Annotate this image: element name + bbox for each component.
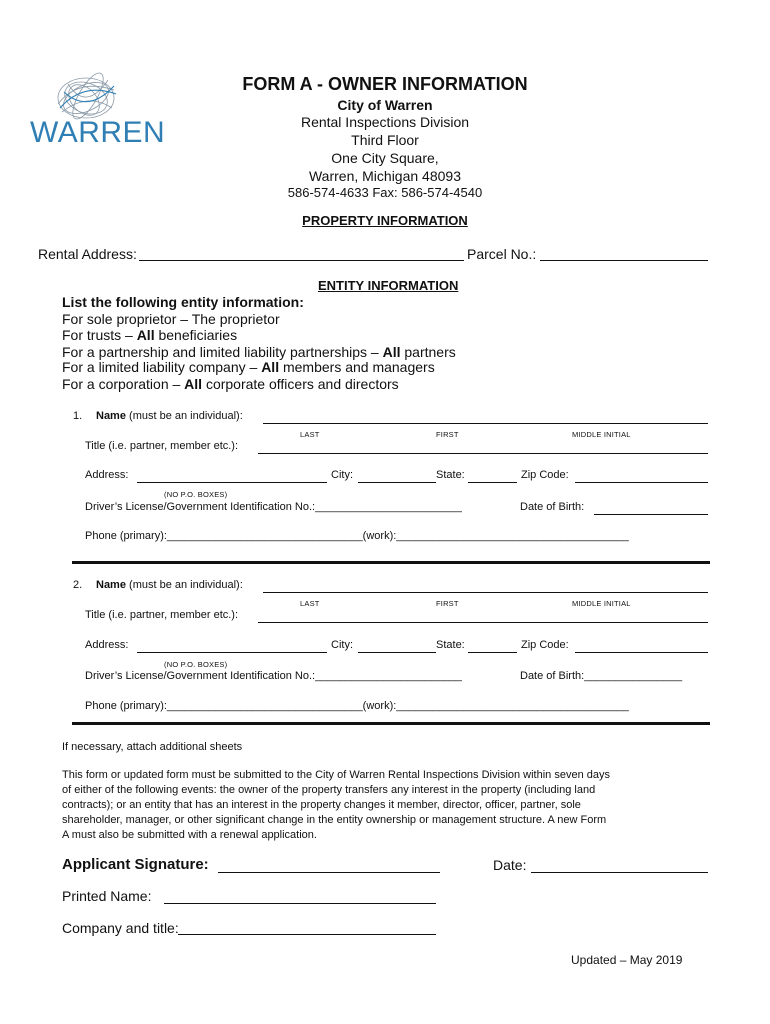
phone-fax-line: 586-574-4633 Fax: 586-574-4540 <box>287 185 483 200</box>
printed-name-label: Printed Name: <box>62 888 152 904</box>
owner-1-name-label <box>96 410 243 422</box>
form-title: FORM A - OWNER INFORMATION <box>242 74 528 94</box>
owner-2-zip-field[interactable] <box>575 652 708 653</box>
owner-2-state-label: State: <box>436 639 465 651</box>
applicant-signature-label: Applicant Signature: <box>62 856 209 873</box>
rental-address-field[interactable] <box>139 260 464 261</box>
entity-llc-b: All <box>261 359 280 375</box>
owner-2-address-field[interactable] <box>137 652 327 653</box>
owner-2-number: 2. <box>73 579 83 591</box>
owner-1-state-field[interactable] <box>468 482 517 483</box>
owner-2-city-label: City: <box>331 639 353 651</box>
owner-1-zip-label: Zip Code: <box>521 469 569 481</box>
logo-text: WARREN <box>30 116 166 149</box>
owner-2-name-label <box>96 579 243 591</box>
owner-1-address-field[interactable] <box>137 482 327 483</box>
entity-corp-b: All <box>184 376 203 392</box>
company-title-field[interactable] <box>178 934 436 935</box>
floor-line: Third Floor <box>351 132 419 148</box>
address-line-1: One City Square, <box>331 150 439 166</box>
notice-line-1: This form or updated form must be submitted to the City of Warren Rental Inspections Division within seven days <box>62 769 610 781</box>
owner-2-zip-label: Zip Code: <box>521 639 569 651</box>
section-divider-2 <box>72 722 710 725</box>
entity-trusts-a: For trusts – <box>62 327 137 343</box>
owner-2-dob-label: Date of Birth:________________ <box>520 670 683 682</box>
entity-llc <box>62 359 435 375</box>
owner-1-middle-caption: MIDDLE INITIAL <box>572 430 631 439</box>
parcel-field[interactable] <box>540 260 708 261</box>
owner-2-name-word: Name <box>96 579 126 591</box>
owner-1-first-caption: FIRST <box>436 430 459 439</box>
division-name: Rental Inspections Division <box>300 114 470 130</box>
entity-trusts <box>62 327 237 343</box>
notice-line-2: of either of the following events: the owner of the property transfers any interest in the property (including land <box>62 784 596 796</box>
entity-sole: For sole proprietor – The proprietor <box>62 311 280 327</box>
owner-1-zip-field[interactable] <box>575 482 708 483</box>
owner-2-phone-label: Phone (primary):________________________________(work):______________________________________ <box>85 700 629 712</box>
owner-1-dob-field[interactable] <box>594 514 708 515</box>
owner-1-city-label: City: <box>331 469 353 481</box>
owner-1-title-field[interactable] <box>258 453 708 454</box>
entity-list-heading: List the following entity information: <box>62 294 304 310</box>
owner-2-middle-caption: MIDDLE INITIAL <box>572 599 631 608</box>
owner-2-state-field[interactable] <box>468 652 517 653</box>
notice-line-3: contracts); or an entity that has an interest in the property changes it member, director, officer, partner, sole <box>62 799 581 811</box>
owner-1-title-label: Title (i.e. partner, member etc.): <box>85 440 239 452</box>
owner-2-city-field[interactable] <box>358 652 436 653</box>
parcel-label: Parcel No.: <box>467 246 537 262</box>
property-heading: PROPERTY INFORMATION <box>302 213 468 228</box>
updated-note: Updated – May 2019 <box>571 953 683 967</box>
owner-1-license-label: Driver’s License/Government Identification No.:________________________ <box>85 501 462 513</box>
date-label: Date: <box>493 857 527 873</box>
section-divider-1 <box>72 561 710 564</box>
owner-1-number: 1. <box>73 410 83 422</box>
owner-1-last-caption: LAST <box>300 430 320 439</box>
owner-1-name-word: Name <box>96 410 126 422</box>
owner-2-no-po-note: (NO P.O. BOXES) <box>164 660 228 669</box>
owner-1-city-field[interactable] <box>358 482 436 483</box>
entity-trusts-b: All <box>136 327 155 343</box>
owner-1-address-label: Address: <box>85 469 129 481</box>
owner-1-dob-label: Date of Birth: <box>520 501 585 513</box>
entity-partnership-b: All <box>382 344 401 360</box>
owner-2-license-label: Driver’s License/Government Identification No.:________________________ <box>85 670 462 682</box>
owner-2-title-label: Title (i.e. partner, member etc.): <box>85 609 239 621</box>
owner-1-phone-label: Phone (primary):________________________________(work):______________________________________ <box>85 530 629 542</box>
owner-1-name-hint: (must be an individual): <box>125 410 243 422</box>
owner-2-title-field[interactable] <box>258 622 708 623</box>
attach-note: If necessary, attach additional sheets <box>62 741 243 753</box>
entity-partnership <box>62 344 456 360</box>
address-line-2: Warren, Michigan 48093 <box>308 168 461 184</box>
entity-llc-c: members and managers <box>279 359 435 375</box>
entity-heading: ENTITY INFORMATION <box>318 278 459 293</box>
rental-address-label: Rental Address: <box>38 246 137 262</box>
owner-2-first-caption: FIRST <box>436 599 459 608</box>
owner-2-name-hint: (must be an individual): <box>125 579 243 591</box>
date-field[interactable] <box>531 872 708 873</box>
company-title-label: Company and title: <box>62 920 179 936</box>
notice-line-4: shareholder, manager, or other significant change in the entity ownership or management structure. A new Form <box>62 814 607 826</box>
owner-2-last-caption: LAST <box>300 599 320 608</box>
entity-corp <box>62 376 399 392</box>
owner-1-no-po-note: (NO P.O. BOXES) <box>164 490 228 499</box>
entity-trusts-c: beneficiaries <box>154 327 238 343</box>
notice-line-5: A must also be submitted with a renewal application. <box>62 829 317 841</box>
entity-llc-a: For a limited liability company – <box>62 359 262 375</box>
entity-corp-c: corporate officers and directors <box>202 376 399 392</box>
owner-1-name-field[interactable] <box>263 423 708 424</box>
printed-name-field[interactable] <box>164 903 436 904</box>
entity-partnership-a: For a partnership and limited liability partnerships – <box>62 344 383 360</box>
entity-partnership-c: partners <box>400 344 456 360</box>
applicant-signature-field[interactable] <box>218 872 440 873</box>
entity-corp-a: For a corporation – <box>62 376 185 392</box>
city-name: City of Warren <box>337 97 433 113</box>
owner-1-state-label: State: <box>436 469 465 481</box>
owner-2-name-field[interactable] <box>263 592 708 593</box>
owner-2-address-label: Address: <box>85 639 129 651</box>
